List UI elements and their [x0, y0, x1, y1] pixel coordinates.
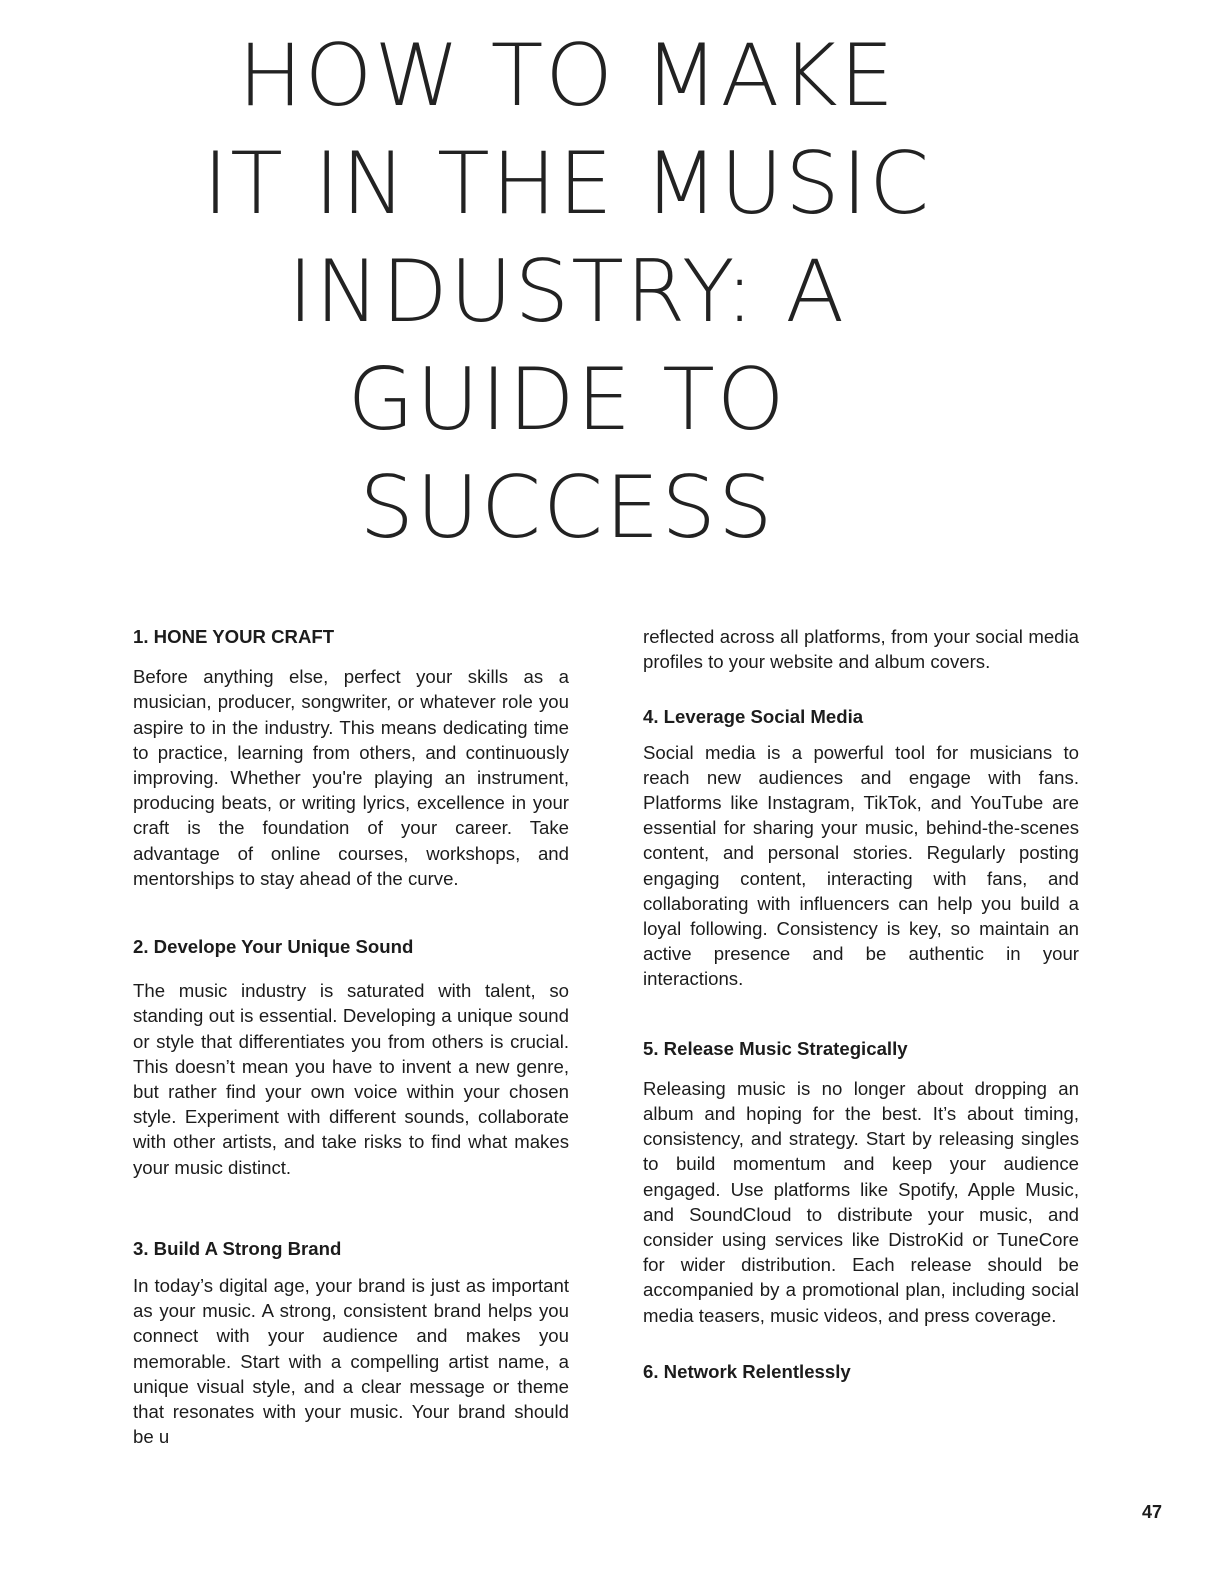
section-4-heading: 4. Leverage Social Media	[643, 706, 864, 728]
section-4-body: Social media is a powerful tool for musicians to reach new audiences and engage with fans. Platforms like Instagram, TikTok, and YouTube are essential for sharing your music, behind-the-scenes content, and personal stories. Regularly posting engaging content, interacting with fans, and collaborating with influencers can help you build a loyal following. Consistency is key, so maintain an active presence and be authentic in your interactions.	[643, 741, 1079, 990]
title-line-2: IT IN THE MUSIC	[202, 134, 932, 234]
article-title	[0, 22, 1134, 562]
section-3-continuation: reflected across all platforms, from your social media profiles to your website and album covers.	[643, 626, 1079, 673]
title-line-3: INDUSTRY: A	[287, 242, 847, 342]
section-1-heading: 1. HONE YOUR CRAFT	[133, 626, 335, 647]
section-2-heading: 2. Develope Your Unique Sound	[133, 936, 414, 958]
section-3-body: In today’s digital age, your brand is just as important as your music. A strong, consistent brand helps you connect with your audience and makes you memorable. Start with a compelling artist name, a unique visual style, and a clear message or theme that resonates with your music. Your brand should be u	[133, 1275, 569, 1448]
page-number: 47	[1142, 1502, 1163, 1522]
title-line-5: SUCCESS	[359, 458, 775, 558]
left-column	[133, 624, 569, 1449]
section-2-body: The music industry is saturated with talent, so standing out is essential. Developing a unique sound or style that differentiates you from others is crucial. This doesn’t mean you have to invent a new genre, but rather find your own voice within your chosen style. Experiment with different sounds, collaborate with other artists, and take risks to find what makes your music distinct.	[133, 980, 569, 1178]
section-6-heading: 6. Network Relentlessly	[643, 1360, 851, 1382]
title-line-1: HOW TO MAKE	[237, 26, 897, 126]
right-column	[643, 624, 1079, 1384]
section-1-body: Before anything else, perfect your skills as a musician, producer, songwriter, or whatever role you aspire to in the industry. This means dedicating time to practice, learning from others, and continuously improving. Whether you're playing an instrument, producing beats, or writing lyrics, excellence in your craft is the foundation of your career. Take advantage of online courses, workshops, and mentorships to stay ahead of the curve.	[133, 666, 569, 889]
section-3-heading: 3. Build A Strong Brand	[133, 1237, 342, 1259]
title-line-4: GUIDE TO	[347, 350, 787, 450]
section-5-body: Releasing music is no longer about dropping an album and hoping for the best. It’s about timing, consistency, and strategy. Start by releasing singles to build momentum and keep your audience engaged. Use platforms like Spotify, Apple Music, and SoundCloud to distribute your music, and consider using services like DistroKid or TuneCore for wider distribution. Each release should be accompanied by a promotional plan, including social media teasers, music videos, and press coverage.	[643, 1077, 1079, 1326]
section-5-heading: 5. Release Music Strategically	[643, 1037, 908, 1059]
